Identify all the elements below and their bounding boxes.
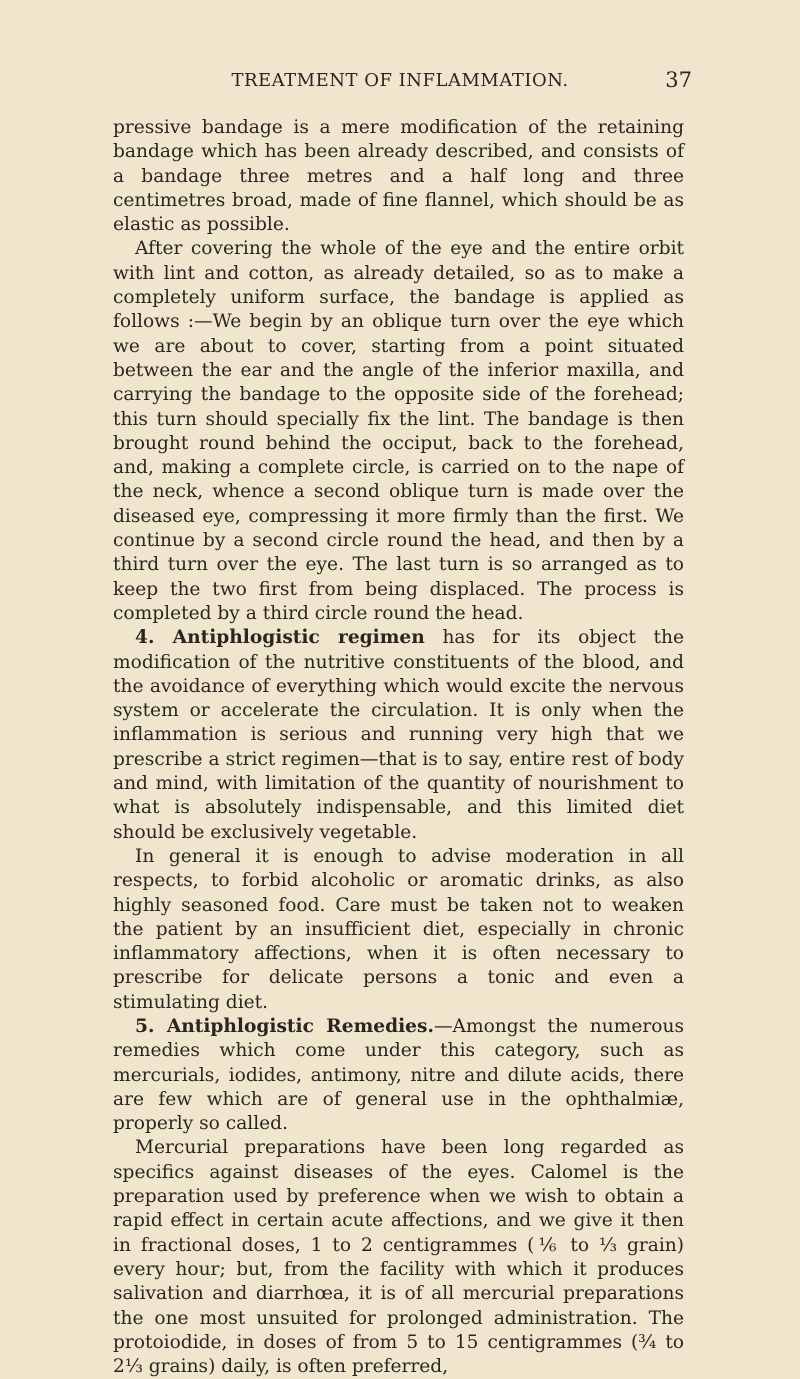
section-heading: 4. Antiphlogistic regimen xyxy=(135,627,425,649)
page-number: 37 xyxy=(665,68,692,92)
paragraph: After covering the whole of the eye and the entire orbit with lint and cotton, as already detailed, so as to make a completely uniform surface, the bandage is applied as follows :—We begin by an oblique turn over the eye which we are about to cover, starting from a point situated between the ear and the angle of the inferior maxilla, and carrying the bandage to the opposite side of the forehead; this turn should specially fix the lint. The bandage is then brought round behind the occiput, back to the forehead, and, making a complete circle, is carried on to the nape of the neck, whence a second oblique turn is made over the diseased eye, compressing it more firmly than the first. We continue by a second circle round the head, and then by a third turn over the eye. The last turn is so arranged as to keep the two first from being displaced. The process is completed by a third circle round the head. xyxy=(113,238,684,624)
paragraph: Mercurial preparations have been long regarded as specifics against diseases of the eyes. Calomel is the preparation used by preference when we wish to obtain a rapid effect in certain acute affections, and we give it then in fractional doses, 1 to 2 centigrammes (⅙ to ⅓ grain) every hour; but, from the facility with which it produces salivation and diarrhœa, it is of all mercurial preparations the one most unsuited for prolonged administration. The protoiodide, in doses of from 5 to 15 centigrammes (¾ to 2⅓ grains) daily, is often preferred, xyxy=(113,1137,684,1378)
running-header xyxy=(0,68,800,96)
paragraph: pressive bandage is a mere modification of the retaining bandage which has been already described, and consists of a bandage three metres and a half long and three centimetres broad, made of fine flannel, which should be as elastic as possible. xyxy=(113,117,684,236)
paragraph: 4. Antiphlogistic regimen has for its object the modification of the nutritive constituents of the blood, and the avoidance of everything which would excite the nervous system or accelerate the circulation. It is only when the inflammation is serious and running very high that we prescribe a strict regimen—that is to say, entire rest of body and mind, with limitation of the quantity of nourishment to what is absolutely indispensable, and this limited diet should be exclusively vegetable. xyxy=(113,627,684,843)
running-title: TREATMENT OF INFLAMMATION. xyxy=(231,70,569,91)
paragraph: 5. Antiphlogistic Remedies.—Amongst the numerous remedies which come under this category, such as mercurials, iodides, antimony, nitre and dilute acids, there are few which are of general use in the ophthalmiæ, properly so called. xyxy=(113,1015,684,1135)
paragraph: In general it is enough to advise moderation in all respects, to forbid alcoholic or aromatic drinks, as also highly seasoned food. Care must be taken not to weaken the patient by an insufficient diet, especially in chronic inflammatory affections, when it is often necessary to prescribe for delicate persons a tonic and even a stimulating diet. xyxy=(113,845,684,1013)
section-heading: 5. Antiphlogistic Remedies. xyxy=(135,1015,434,1037)
body-text xyxy=(113,116,684,1379)
